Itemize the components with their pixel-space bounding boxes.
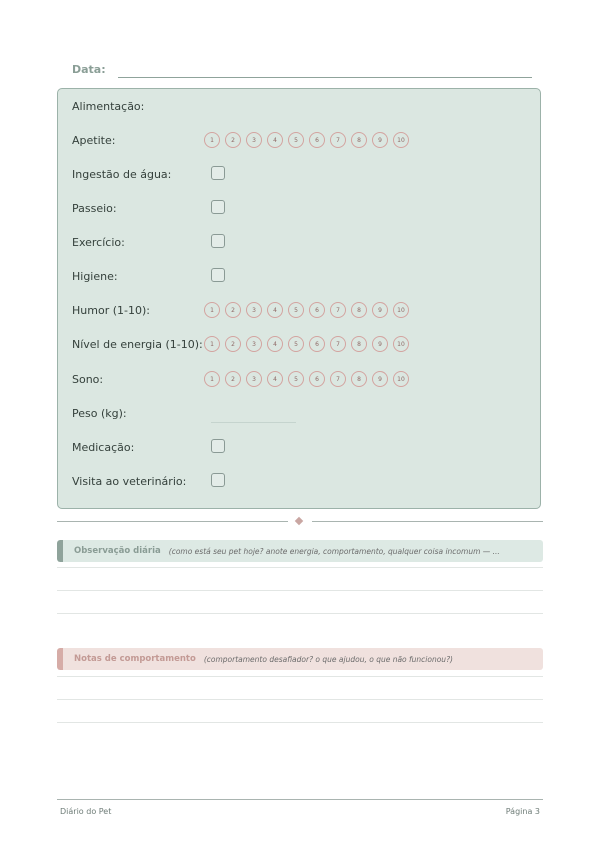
water-label: Ingestão de água: [72,168,172,181]
water-checkbox[interactable] [211,166,225,180]
energy-scale-option[interactable]: 6 [309,336,325,352]
behavior-note-hint: (comportamento desafiador? o que ajudou, o que não funcionou?) [203,654,453,664]
appetite-scale-option[interactable]: 10 [393,132,409,148]
appetite-scale-option[interactable]: 2 [225,132,241,148]
appetite-scale-option[interactable]: 1 [204,132,220,148]
water-row [72,165,522,185]
exercise-checkbox[interactable] [211,234,225,248]
sleep-scale-option[interactable]: 8 [351,371,367,387]
behavior-note-header [57,648,543,670]
sleep-scale-option[interactable]: 6 [309,371,325,387]
behavior-note-line[interactable] [57,722,543,723]
daily-note-accent [57,540,63,562]
mood-scale-option[interactable]: 8 [351,302,367,318]
walk-checkbox[interactable] [211,200,225,214]
appetite-scale-option[interactable]: 7 [330,132,346,148]
energy-scale-option[interactable]: 1 [204,336,220,352]
appetite-scale-option[interactable]: 5 [288,132,304,148]
energy-scale-option[interactable]: 5 [288,336,304,352]
behavior-note-title: Notas de comportamento [74,654,196,664]
daily-note-hint: (como está seu pet hoje? anote energia, comportamento, qualquer coisa incomum — ... [168,546,500,556]
hygiene-row [72,267,522,287]
mood-scale-option[interactable]: 10 [393,302,409,318]
sleep-scale-option[interactable]: 4 [267,371,283,387]
mood-scale-option[interactable]: 2 [225,302,241,318]
vet-checkbox[interactable] [211,473,225,487]
behavior-note-line[interactable] [57,699,543,700]
diamond-ornament-icon [295,517,303,525]
energy-row [72,335,522,355]
date-row [72,63,532,79]
exercise-row [72,233,522,253]
behavior-note-accent [57,648,63,670]
weight-input-line[interactable] [211,422,296,423]
exercise-label: Exercício: [72,236,125,249]
sleep-scale-option[interactable]: 2 [225,371,241,387]
page-number: Página 3 [505,807,540,816]
medication-checkbox[interactable] [211,439,225,453]
date-label: Data: [72,63,106,76]
appetite-label: Apetite: [72,134,116,147]
sleep-scale-option[interactable]: 5 [288,371,304,387]
walk-label: Passeio: [72,202,117,215]
appetite-row [72,131,522,151]
weight-row [72,404,522,424]
energy-scale-option[interactable]: 10 [393,336,409,352]
mood-scale-option[interactable]: 9 [372,302,388,318]
energy-scale-option[interactable]: 8 [351,336,367,352]
mood-row [72,301,522,321]
appetite-scale [204,132,409,148]
sleep-scale [204,371,409,387]
hygiene-checkbox[interactable] [211,268,225,282]
medication-label: Medicação: [72,441,135,454]
mood-scale-option[interactable]: 4 [267,302,283,318]
energy-scale-option[interactable]: 4 [267,336,283,352]
appetite-scale-option[interactable]: 9 [372,132,388,148]
sleep-label: Sono: [72,373,104,386]
sleep-scale-option[interactable]: 10 [393,371,409,387]
date-input-line[interactable] [118,77,532,78]
vet-label: Visita ao veterinário: [72,475,187,488]
footer-title: Diário do Pet [60,807,112,816]
energy-label: Nível de energia (1-10): [72,338,203,351]
mood-scale-option[interactable]: 1 [204,302,220,318]
energy-scale-option[interactable]: 7 [330,336,346,352]
vet-row [72,472,522,492]
mood-scale-option[interactable]: 5 [288,302,304,318]
daily-note-header [57,540,543,562]
mood-scale-option[interactable]: 6 [309,302,325,318]
sleep-scale-option[interactable]: 3 [246,371,262,387]
appetite-scale-option[interactable]: 4 [267,132,283,148]
daily-note-line[interactable] [57,567,543,568]
mood-scale-option[interactable]: 3 [246,302,262,318]
appetite-scale-option[interactable]: 8 [351,132,367,148]
weight-label: Peso (kg): [72,407,127,420]
mood-scale-option[interactable]: 7 [330,302,346,318]
behavior-note-line[interactable] [57,676,543,677]
mood-scale [204,302,409,318]
appetite-scale-option[interactable]: 3 [246,132,262,148]
energy-scale-option[interactable]: 3 [246,336,262,352]
mood-label: Humor (1-10): [72,304,150,317]
sleep-scale-option[interactable]: 7 [330,371,346,387]
hygiene-label: Higiene: [72,270,118,283]
feeding-row [72,97,522,117]
daily-note-title: Observação diária [74,546,161,556]
sleep-scale-option[interactable]: 1 [204,371,220,387]
daily-note-line[interactable] [57,590,543,591]
medication-row [72,438,522,458]
sleep-scale-option[interactable]: 9 [372,371,388,387]
daily-log-panel [57,88,541,509]
energy-scale-option[interactable]: 2 [225,336,241,352]
sleep-row [72,370,522,390]
energy-scale [204,336,409,352]
footer-divider [57,799,543,800]
appetite-scale-option[interactable]: 6 [309,132,325,148]
feeding-label: Alimentação: [72,100,145,113]
daily-note-line[interactable] [57,613,543,614]
walk-row [72,199,522,219]
energy-scale-option[interactable]: 9 [372,336,388,352]
